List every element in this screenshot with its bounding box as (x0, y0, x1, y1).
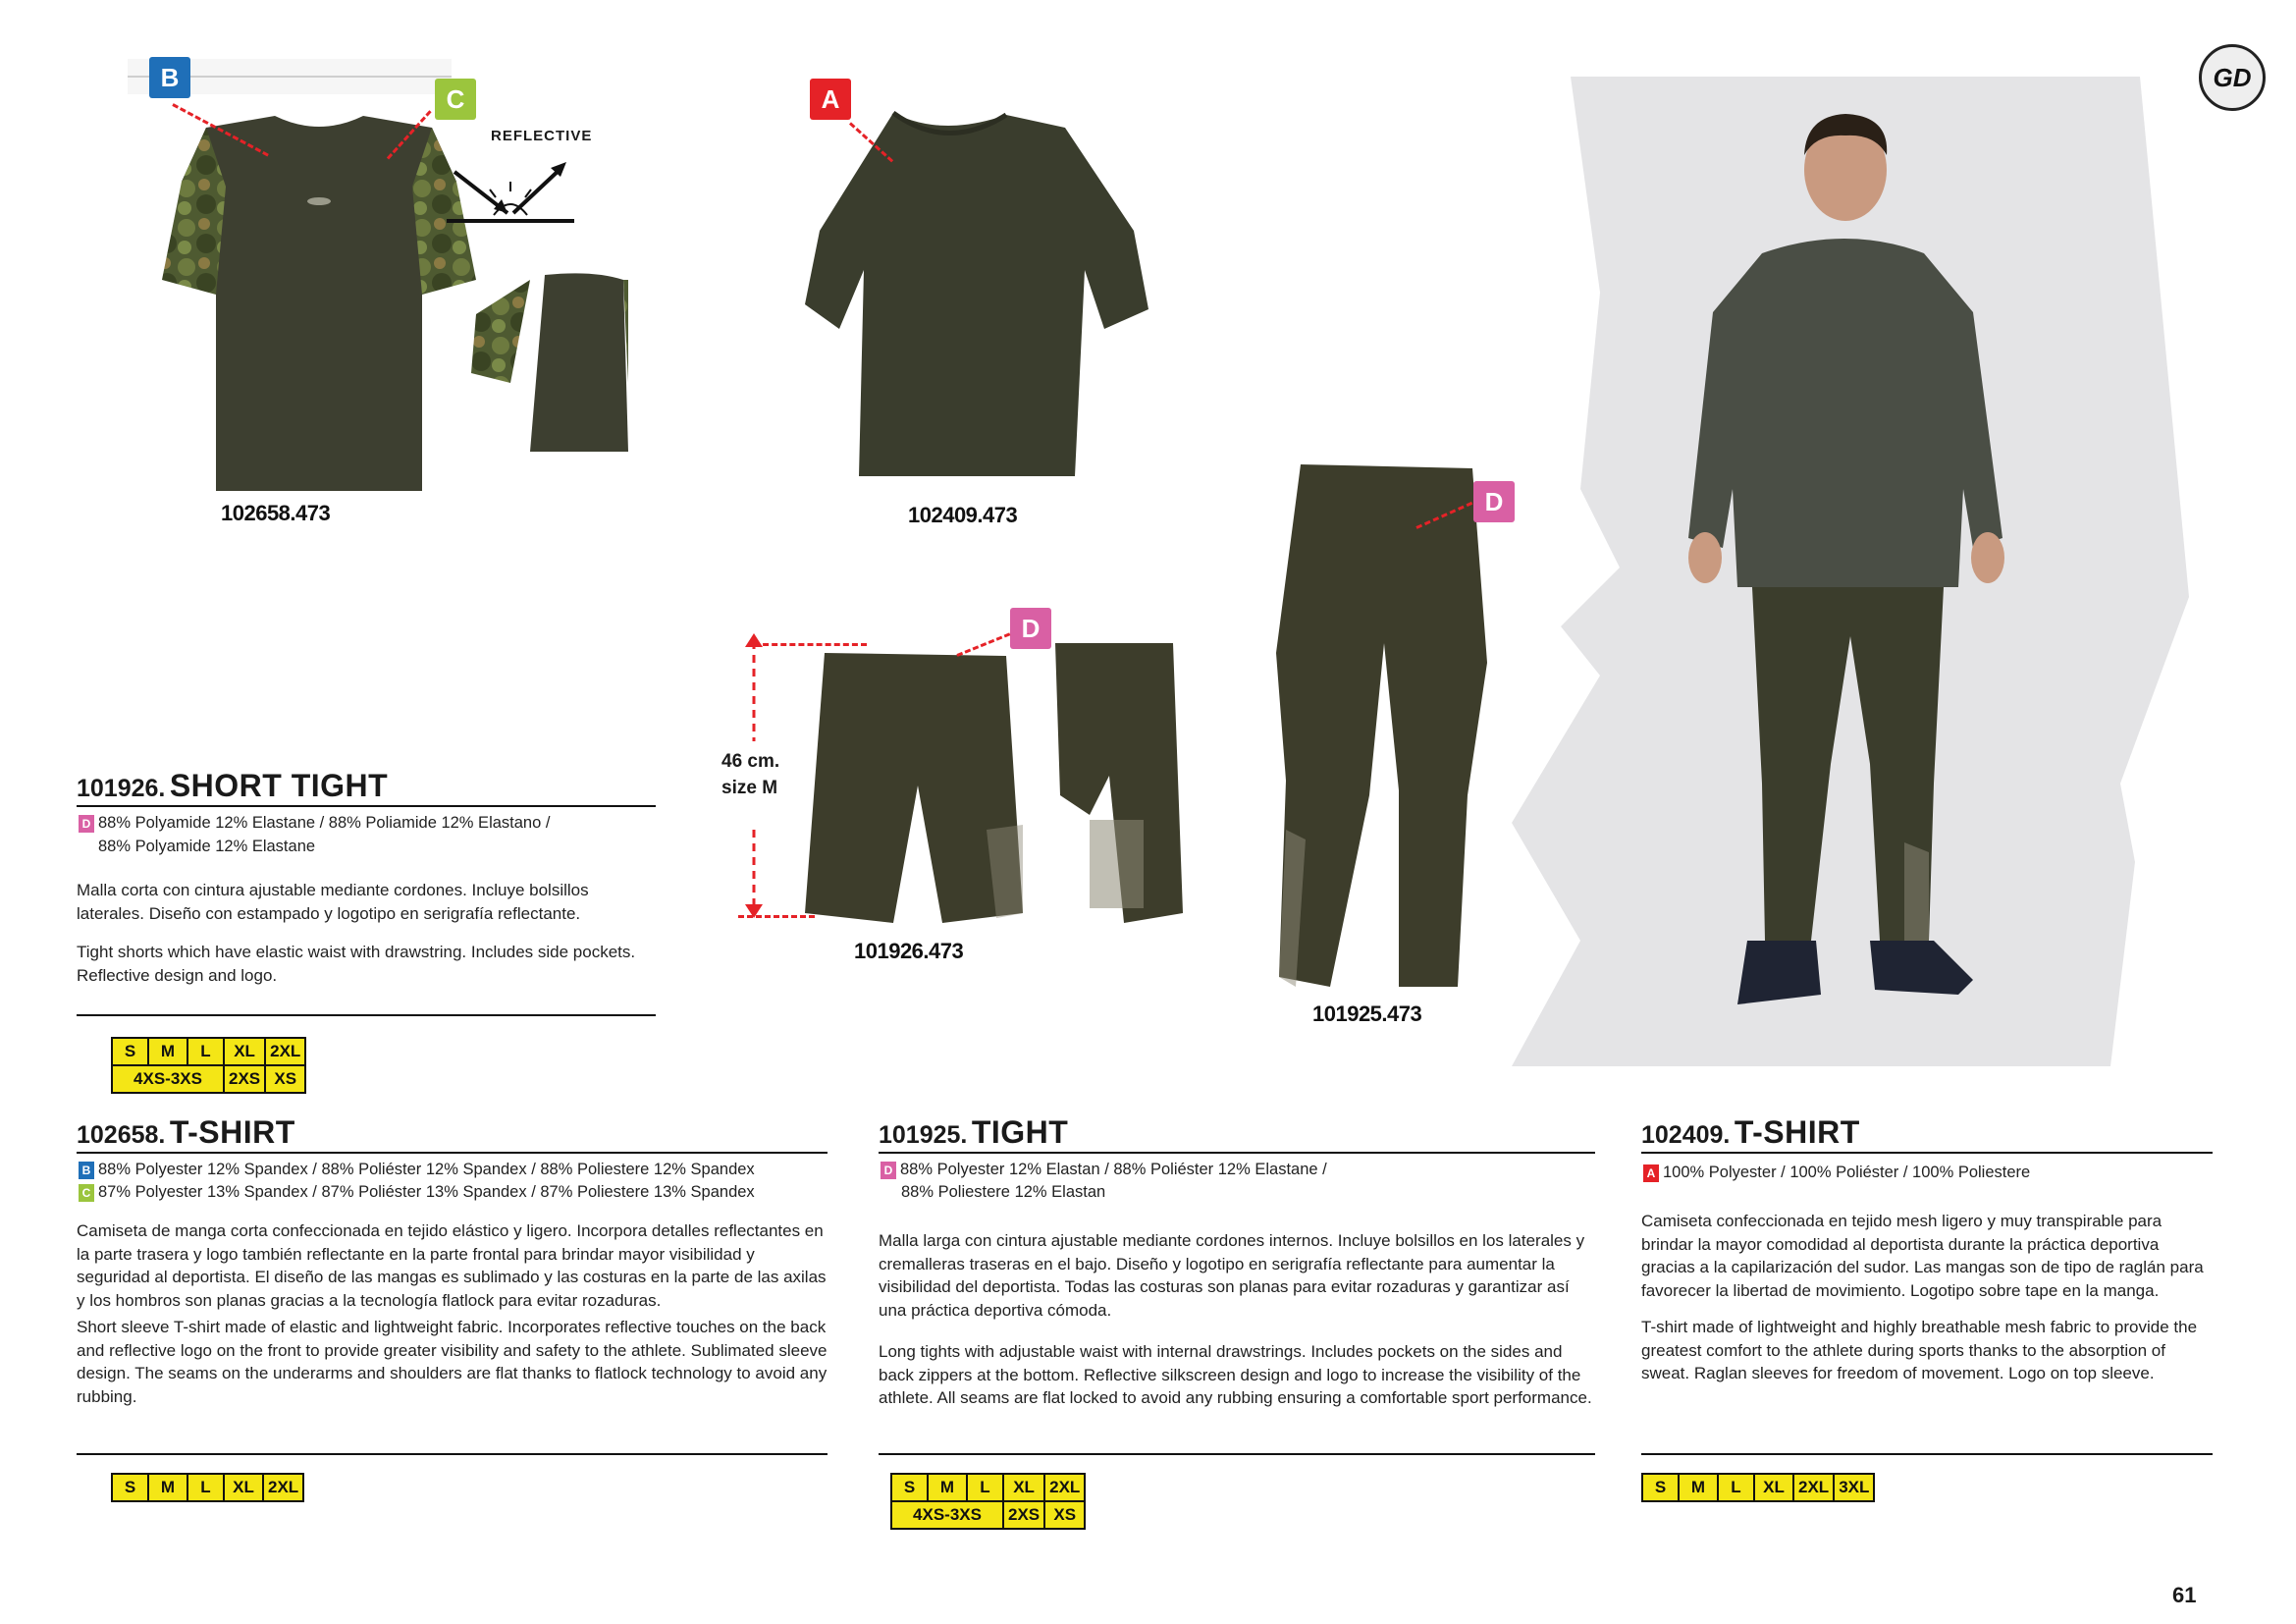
callout-badge-b: B (149, 57, 190, 98)
shirt-plain-illustration (800, 93, 1153, 486)
composition-text: 88% Polyester 12% Elastan / 88% Poliéster 12% Elastane / (900, 1161, 1327, 1178)
size-cell: M (1679, 1474, 1718, 1501)
product-header-tshirt-102658 (77, 1114, 828, 1154)
page-number: 61 (2172, 1583, 2197, 1607)
size-cell: S (891, 1474, 928, 1501)
size-cell: 2XS (224, 1065, 265, 1093)
reflective-diagram (447, 152, 574, 231)
product-code-101925: 101925.473 (1312, 1001, 1422, 1026)
product-code: 102658. (77, 1121, 166, 1149)
composition-text: 87% Polyester 13% Spandex / 87% Poliéster 13% Spandex / 87% Poliestere 13% Spandex (98, 1183, 755, 1201)
size-cell: 2XL (1793, 1474, 1834, 1501)
product-header-short-tight (77, 768, 656, 807)
short-tight-image (795, 638, 1188, 933)
composition-tag-b: B (79, 1162, 94, 1179)
description-es: Malla corta con cintura ajustable mediante cordones. Incluye bolsillos laterales. Diseño con estampado y logotipo en serigrafía reflectante. (77, 881, 589, 923)
description-en: Tight shorts which have elastic waist with drawstring. Includes side pockets. Reflective design and logo. (77, 943, 636, 985)
product-code-102658: 102658.473 (221, 501, 331, 525)
product-name: T-SHIRT (1734, 1114, 1860, 1150)
product-name: TIGHT (971, 1114, 1069, 1150)
composition-line (79, 814, 550, 833)
composition-text: 88% Polyamide 12% Elastane (98, 838, 316, 855)
product-header-tshirt-102409 (1641, 1114, 2213, 1154)
product-code-102409: 102409.473 (908, 503, 1018, 527)
shirt-detail-image (98, 59, 628, 501)
product-name: T-SHIRT (169, 1114, 295, 1150)
size-cell: L (1718, 1474, 1754, 1501)
description-es: Camiseta confeccionada en tejido mesh ligero y muy transpirable para brindar la mayor comodidad al deportista durante la práctica deportiva gracias a la capilarización del sudor. Las mangas son de tipo de raglán para favorecer la libertad de movimiento. Logotipo sobre tape en la manga. (1641, 1212, 2204, 1300)
section-divider (1641, 1453, 2213, 1455)
callout-badge-a: A (810, 79, 851, 120)
size-cell: 3XL (1834, 1474, 1874, 1501)
size-table-tshirt-102658 (111, 1473, 304, 1502)
shirt-detail-illustration (98, 59, 628, 501)
measure-indicator (734, 633, 774, 918)
product-code: 101925. (879, 1121, 968, 1149)
size-cell: 4XS-3XS (112, 1065, 224, 1093)
product-code-101926: 101926.473 (854, 939, 964, 963)
description-es: Malla larga con cintura ajustable mediante cordones internos. Incluye bolsillos en los laterales y cremalleras traseras en el bajo. Diseño y logotipo en serigrafía reflectante para aumentar la visibilidad del deportista. Todas las costuras son planas para evitar rozaduras y garantizar así una práctica deportiva cómoda. (879, 1231, 1585, 1320)
description-en: Short sleeve T-shirt made of elastic and lightweight fabric. Incorporates reflective touches on the back and reflective logo on the front to provide greater visibility and safety to the athlete. Sublimated sleeve design. The seams on the underarms and shoulders are flat thanks to flatlock technology to avoid any rubbing. (77, 1318, 828, 1406)
size-cell: XL (224, 1038, 265, 1065)
composition-tag-d: D (881, 1162, 896, 1179)
section-divider (879, 1453, 1595, 1455)
size-cell: XS (265, 1065, 305, 1093)
composition-line (98, 838, 315, 856)
long-tight-illustration (1261, 457, 1497, 997)
composition-line (901, 1183, 1105, 1202)
callout-badge-d-long: D (1473, 481, 1515, 522)
size-cell: M (148, 1474, 187, 1501)
product-name: SHORT TIGHT (169, 768, 389, 803)
size-cell: 2XS (1003, 1501, 1044, 1529)
product-code: 102409. (1641, 1121, 1731, 1149)
composition-tag-c: C (79, 1184, 94, 1202)
size-cell: L (187, 1474, 224, 1501)
brand-logo (2199, 44, 2266, 111)
size-cell: XL (1003, 1474, 1044, 1501)
size-cell: 2XL (1044, 1474, 1085, 1501)
size-cell: 2XL (263, 1474, 303, 1501)
section-divider (77, 1014, 656, 1016)
size-cell: XS (1044, 1501, 1085, 1529)
composition-tag-d: D (79, 815, 94, 833)
size-cell: L (187, 1038, 224, 1065)
size-table-short-tight (111, 1037, 306, 1094)
short-tight-illustration (795, 638, 1188, 933)
model-photo (1512, 77, 2199, 1066)
composition-tag-a: A (1643, 1164, 1659, 1182)
size-cell: XL (1754, 1474, 1793, 1501)
size-cell: 4XS-3XS (891, 1501, 1003, 1529)
size-cell: M (148, 1038, 187, 1065)
size-table-tight (890, 1473, 1086, 1530)
long-tight-image (1261, 457, 1497, 997)
brand-logo-text: GD (2213, 62, 2252, 92)
composition-text: 88% Poliestere 12% Elastan (901, 1183, 1106, 1201)
product-header-tight (879, 1114, 1595, 1154)
section-divider (77, 1453, 828, 1455)
measure-value: 46 cm. (721, 751, 780, 772)
size-table-tshirt-102409 (1641, 1473, 1875, 1502)
size-cell: M (928, 1474, 967, 1501)
composition-text: 100% Polyester / 100% Poliéster / 100% Poliestere (1663, 1164, 2031, 1181)
composition-line (881, 1161, 1327, 1179)
reflective-label: REFLECTIVE (491, 128, 593, 144)
composition-line (79, 1183, 755, 1202)
description-es: Camiseta de manga corta confeccionada en tejido elástico y ligero. Incorpora detalles reflectantes en la parte trasera y logo también reflectante en la parte frontal para brindar mayor visibilidad y seguridad al deportista. El diseño de las mangas es sublimado y las costuras en la parte de las axilas y los hombros son planas gracias a la tecnología flatlock para evitar rozaduras. (77, 1221, 827, 1310)
size-cell: S (1642, 1474, 1679, 1501)
size-cell: L (967, 1474, 1003, 1501)
description-en: T-shirt made of lightweight and highly breathable mesh fabric to provide the greatest comfort to the athlete during sports thanks to the absorption of sweat. Raglan sleeves for freedom of movement. Logo on top sleeve. (1641, 1318, 2198, 1382)
size-cell: 2XL (265, 1038, 305, 1065)
product-code: 101926. (77, 775, 166, 802)
size-cell: S (112, 1474, 148, 1501)
callout-badge-d-short: D (1010, 608, 1051, 649)
shirt-plain-image (800, 93, 1153, 486)
composition-text: 88% Polyester 12% Spandex / 88% Poliéster 12% Spandex / 88% Poliestere 12% Spandex (98, 1161, 755, 1178)
composition-line (1643, 1164, 2030, 1182)
size-cell: XL (224, 1474, 263, 1501)
model-photo-illustration (1512, 77, 2199, 1066)
callout-badge-c: C (435, 79, 476, 120)
description-en: Long tights with adjustable waist with internal drawstrings. Includes pockets on the sides and back zippers at the bottom. Reflective silkscreen design and logo to increase the visibility of the athlete. All seams are flat locked to avoid any rubbing ensuring a comfortable sport performance. (879, 1342, 1592, 1407)
measure-size-note: size M (721, 778, 778, 798)
composition-text: 88% Polyamide 12% Elastane / 88% Poliamide 12% Elastano / (98, 814, 551, 832)
composition-line (79, 1161, 755, 1179)
size-cell: S (112, 1038, 148, 1065)
